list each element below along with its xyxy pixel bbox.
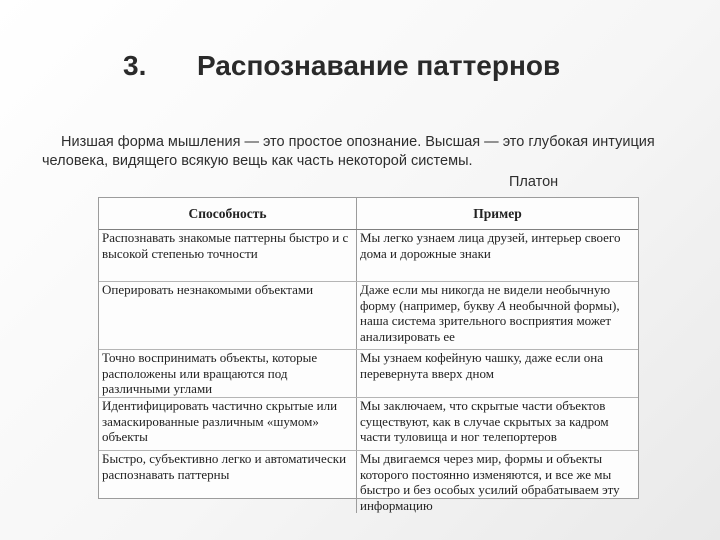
ability-cell: Оперировать незнакомыми объектами (99, 282, 357, 350)
slide-title-text: Распознавание паттернов (197, 50, 561, 81)
patterns-table-grid (99, 198, 638, 513)
ability-cell: Быстро, субъективно легко и автоматически распознавать паттерны (99, 451, 357, 514)
table-row (99, 398, 638, 451)
header-ability: Способность (99, 198, 357, 230)
ability-cell: Идентифицировать частично скрытые или замаскированные различным «шумом» объекты (99, 398, 357, 451)
ability-cell: Распознавать знакомые паттерны быстро и с высокой степенью точности (99, 230, 357, 282)
table-row (99, 230, 638, 282)
example-cell: Мы двигаемся через мир, формы и объекты которого постоянно изменяются, и все же мы быстро и без особых усилий обрабатываем эту информацию (360, 451, 620, 513)
example-text-after: необычной формы), наша система зрительного восприятия может анализировать ее (360, 297, 620, 344)
epigraph-line-1: Низшая форма мышления — это простое опознание. Высшая — это глубокая интуиция (61, 134, 655, 150)
patterns-table (98, 197, 639, 513)
example-cell: Мы заключаем, что скрытые части объектов существуют, как в случае скрытых за кадром части туловища и ног телепортеров (357, 398, 639, 451)
epigraph-author: Платон (509, 174, 559, 190)
table-header-row (99, 198, 638, 230)
header-example: Пример (357, 198, 639, 230)
epigraph (42, 133, 682, 171)
slide-title (0, 50, 720, 90)
table-row (99, 451, 638, 514)
example-cell: Мы легко узнаем лица друзей, интерьер своего дома и дорожные знаки (357, 230, 639, 282)
epigraph-line-2: человека, видящего всякую вещь как часть некоторой системы. (42, 153, 473, 169)
table-row (99, 282, 638, 350)
table-row (99, 350, 638, 398)
ability-cell: Точно воспринимать объекты, которые расположены или вращаются под различными углами (99, 350, 357, 398)
example-cell (357, 282, 639, 350)
example-text-before: Даже если мы никогда не видели необычную форму (например, букву (360, 282, 611, 313)
example-italic-letter: А (497, 297, 506, 313)
example-cell: Мы узнаем кофейную чашку, даже если она перевернута вверх дном (357, 350, 639, 398)
slide-number: 3. (123, 50, 147, 81)
